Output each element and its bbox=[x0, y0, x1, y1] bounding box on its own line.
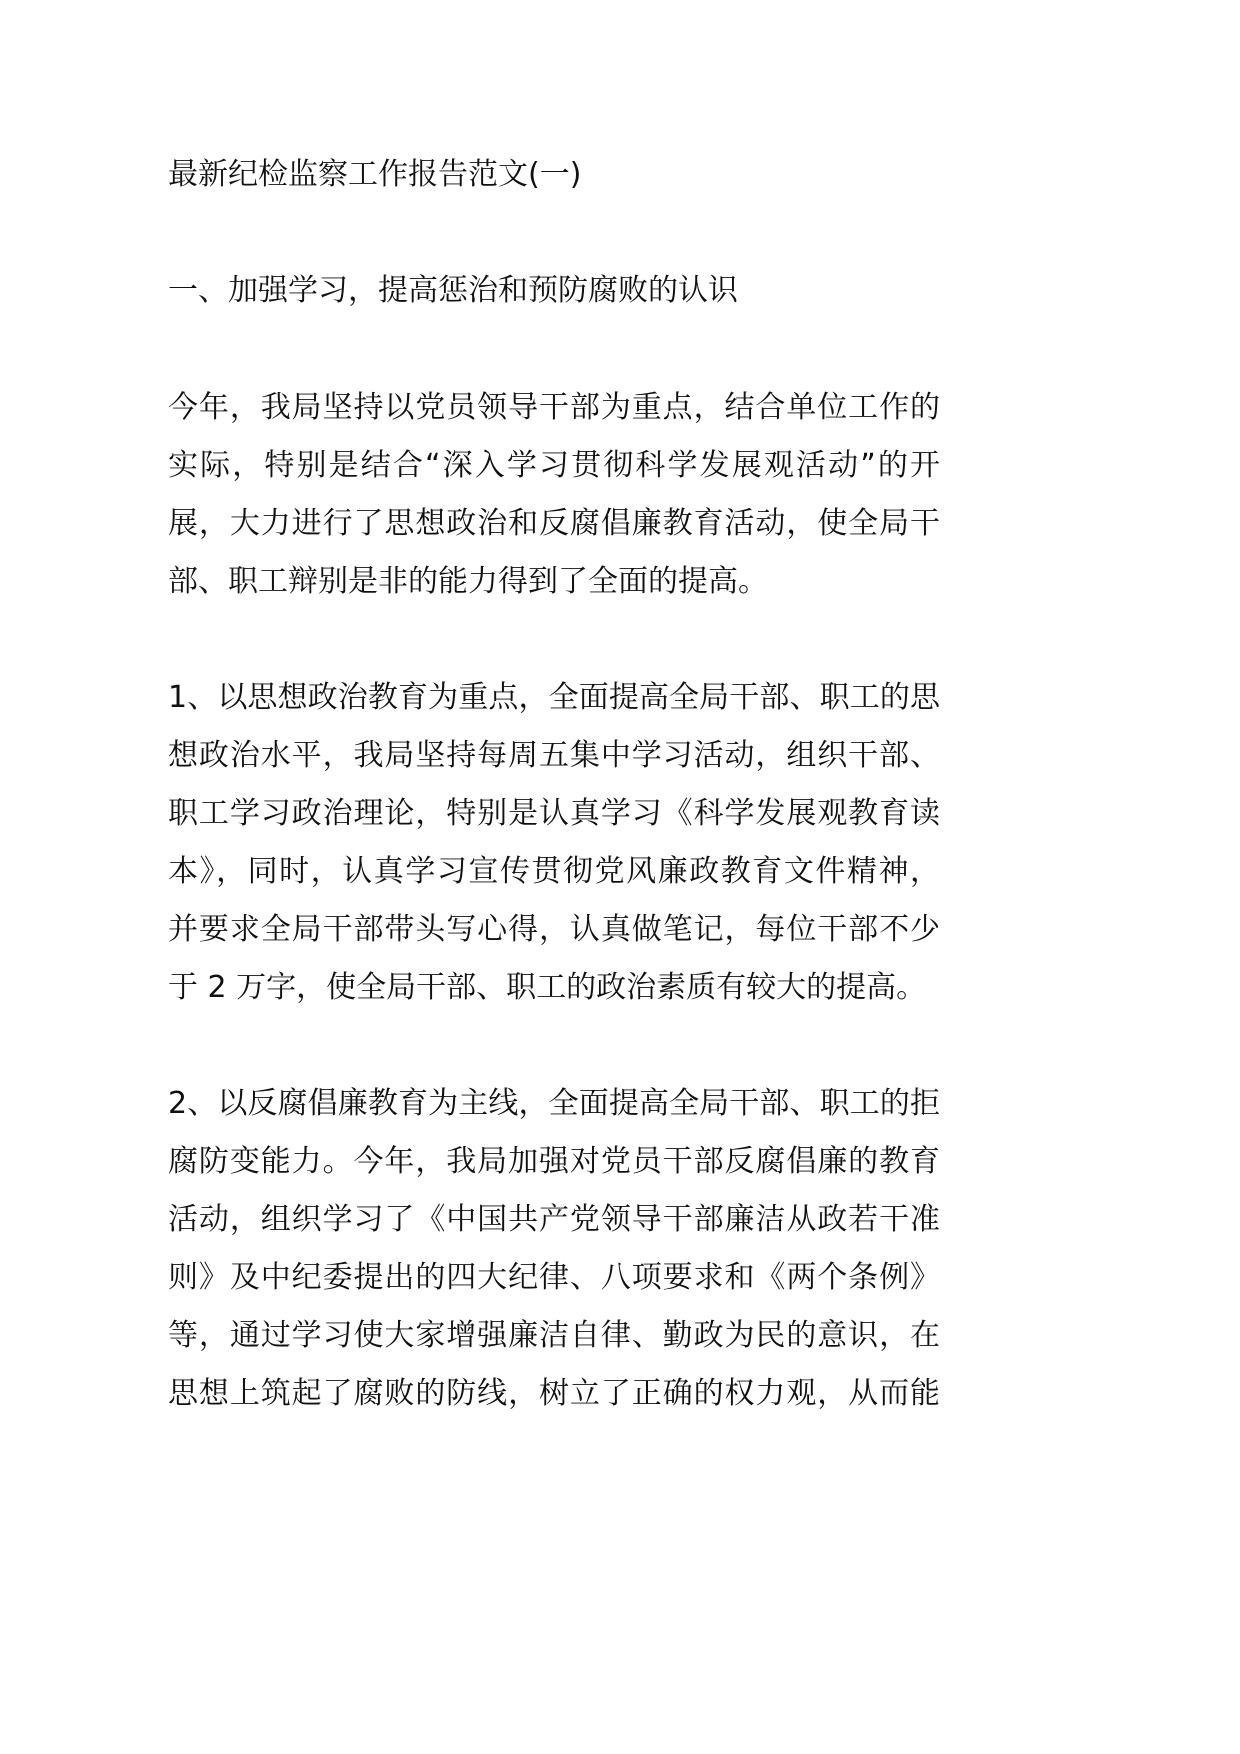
paragraph-line: 则》及中纪委提出的四大纪律、八项要求和《两个条例》 bbox=[168, 1260, 940, 1295]
paragraph-line: 实际，特别是结合“深入学习贯彻科学发展观活动”的开 bbox=[168, 448, 940, 483]
paragraph-line: 职工学习政治理论，特别是认真学习《科学发展观教育读 bbox=[168, 796, 940, 831]
paragraph-line: 1、以思想政治教育为重点，全面提高全局干部、职工的思 bbox=[168, 680, 940, 715]
document-title: 最新纪检监察工作报告范文(一) bbox=[168, 157, 582, 192]
paragraph-line: 想政治水平，我局坚持每周五集中学习活动，组织干部、 bbox=[168, 738, 940, 773]
paragraph-line: 展，大力进行了思想政治和反腐倡廉教育活动，使全局干 bbox=[168, 506, 940, 541]
paragraph-line: 今年，我局坚持以党员领导干部为重点，结合单位工作的 bbox=[168, 390, 940, 425]
paragraph-line: 并要求全局干部带头写心得，认真做笔记，每位干部不少 bbox=[168, 912, 940, 947]
paragraph-line: 2、以反腐倡廉教育为主线，全面提高全局干部、职工的拒 bbox=[168, 1086, 940, 1121]
paragraph-line: 思想上筑起了腐败的防线，树立了正确的权力观，从而能 bbox=[168, 1376, 940, 1411]
paragraph-line: 部、职工辩别是非的能力得到了全面的提高。 bbox=[168, 564, 768, 599]
paragraph-line: 等，通过学习使大家增强廉洁自律、勤政为民的意识，在 bbox=[168, 1318, 940, 1353]
paragraph-line: 本》，同时，认真学习宣传贯彻党风廉政教育文件精神， bbox=[168, 854, 940, 889]
paragraph-line: 活动，组织学习了《中国共产党领导干部廉洁从政若干准 bbox=[168, 1202, 940, 1237]
section-heading: 一、加强学习，提高惩治和预防腐败的认识 bbox=[168, 273, 738, 308]
paragraph-line: 腐防变能力。今年，我局加强对党员干部反腐倡廉的教育 bbox=[168, 1144, 940, 1179]
paragraph-line: 于 2 万字，使全局干部、职工的政治素质有较大的提高。 bbox=[168, 970, 927, 1005]
